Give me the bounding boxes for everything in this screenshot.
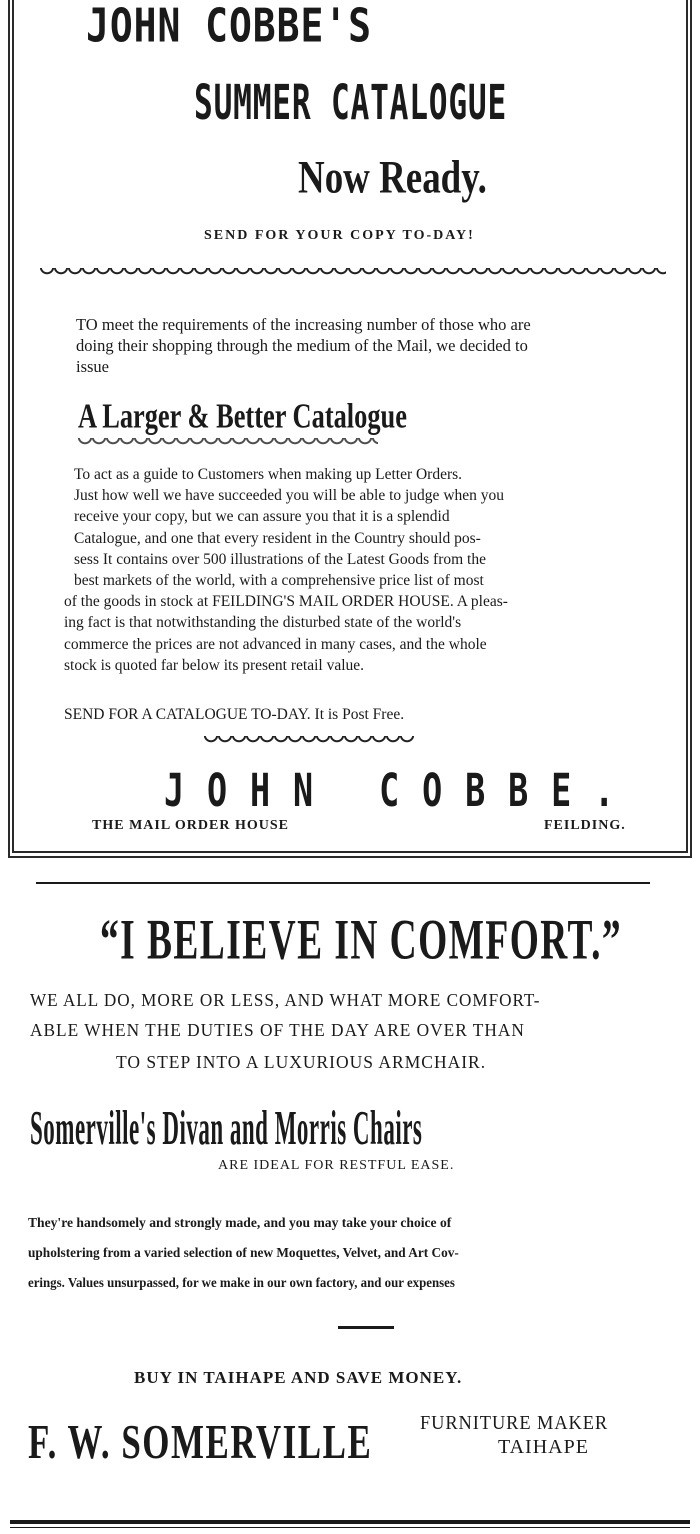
feilding-label: FEILDING.	[544, 818, 626, 833]
chairs-body-line: erings. Values unsurpassed, for we make in our own factory, and our expenses	[28, 1276, 455, 1291]
body-line: sess It contains over 500 illustrations of the Latest Goods from the	[74, 550, 486, 568]
chairs-product-heading: Somerville's Divan and Morris Chairs	[30, 1101, 423, 1155]
body-line: best markets of the world, with a comprehensive price list of most	[74, 572, 484, 590]
chairs-body-line: They're handsomely and strongly made, and you may take your choice of	[28, 1216, 452, 1231]
comfort-quote-heading: “I BELIEVE IN COMFORT.”	[100, 909, 623, 972]
wavy-divider-top	[40, 268, 666, 278]
short-divider	[338, 1326, 394, 1329]
intro-line: issue	[76, 357, 109, 376]
body-line: commerce the prices are not advanced in many cases, and the whole	[64, 635, 487, 653]
body-line: Just how well we have succeeded you will be able to judge when you	[74, 487, 505, 505]
restful-ease-tagline: ARE IDEAL FOR RESTFUL EASE.	[218, 1158, 455, 1173]
send-copy-cta: SEND FOR YOUR COPY TO-DAY!	[204, 228, 475, 243]
body-line: ing fact is that notwithstanding the disturbed state of the world's	[64, 614, 462, 632]
body-line: of the goods in stock at FEILDING'S MAIL ORDER HOUSE. A pleas-	[64, 593, 508, 611]
now-ready-heading: Now Ready.	[298, 153, 487, 204]
intro-paragraph	[76, 314, 672, 377]
intro-line: doing their shopping through the medium of the Mail, we decided to	[76, 336, 528, 355]
larger-better-subheading: A Larger & Better Catalogue	[78, 398, 407, 436]
chairs-body-line: upholstering from a varied selection of new Moquettes, Velvet, and Art Cov-	[28, 1246, 459, 1261]
cobbe-signature: JOHN COBBE.	[164, 764, 638, 817]
body-line: receive your copy, but we can assure you that it is a splendid	[74, 508, 450, 526]
comfort-lead-line: ABLE WHEN THE DUTIES OF THE DAY ARE OVER THAN	[30, 1020, 525, 1040]
send-catalogue-line: SEND FOR A CATALOGUE TO-DAY. It is Post Free.	[64, 706, 405, 723]
wavy-divider-bottom	[204, 736, 414, 746]
comfort-lead-line: WE ALL DO, MORE OR LESS, AND WHAT MORE COMFORT-	[30, 990, 541, 1010]
wavy-underline-subheading	[78, 438, 378, 448]
summer-catalogue-heading: SUMMER CATALOGUE	[194, 76, 508, 132]
section-rule-bottom	[10, 1520, 690, 1524]
cobbe-advertisement	[8, 0, 692, 858]
section-rule-bottom-thin	[10, 1527, 690, 1528]
body-line: To act as a guide to Customers when making up Letter Orders.	[74, 466, 463, 483]
furniture-maker-label: FURNITURE MAKER	[420, 1412, 609, 1434]
intro-line: TO meet the requirements of the increasing number of those who are	[76, 315, 531, 334]
section-rule-top	[36, 882, 650, 884]
buy-in-taihape-slogan: BUY IN TAIHAPE AND SAVE MONEY.	[134, 1368, 463, 1387]
somerville-business-name: F. W. SOMERVILLE	[28, 1415, 373, 1469]
catalogue-body-paragraph	[64, 464, 678, 676]
body-line: Catalogue, and one that every resident in the Country should pos-	[74, 529, 481, 547]
comfort-lead-line: TO STEP INTO A LUXURIOUS ARMCHAIR.	[116, 1052, 487, 1072]
taihape-label: TAIHAPE	[498, 1436, 589, 1458]
cobbe-name-heading: JOHN COBBE'S	[86, 0, 372, 53]
body-line: stock is quoted far below its present retail value.	[64, 656, 365, 674]
mail-order-house-label: THE MAIL ORDER HOUSE	[92, 818, 289, 833]
